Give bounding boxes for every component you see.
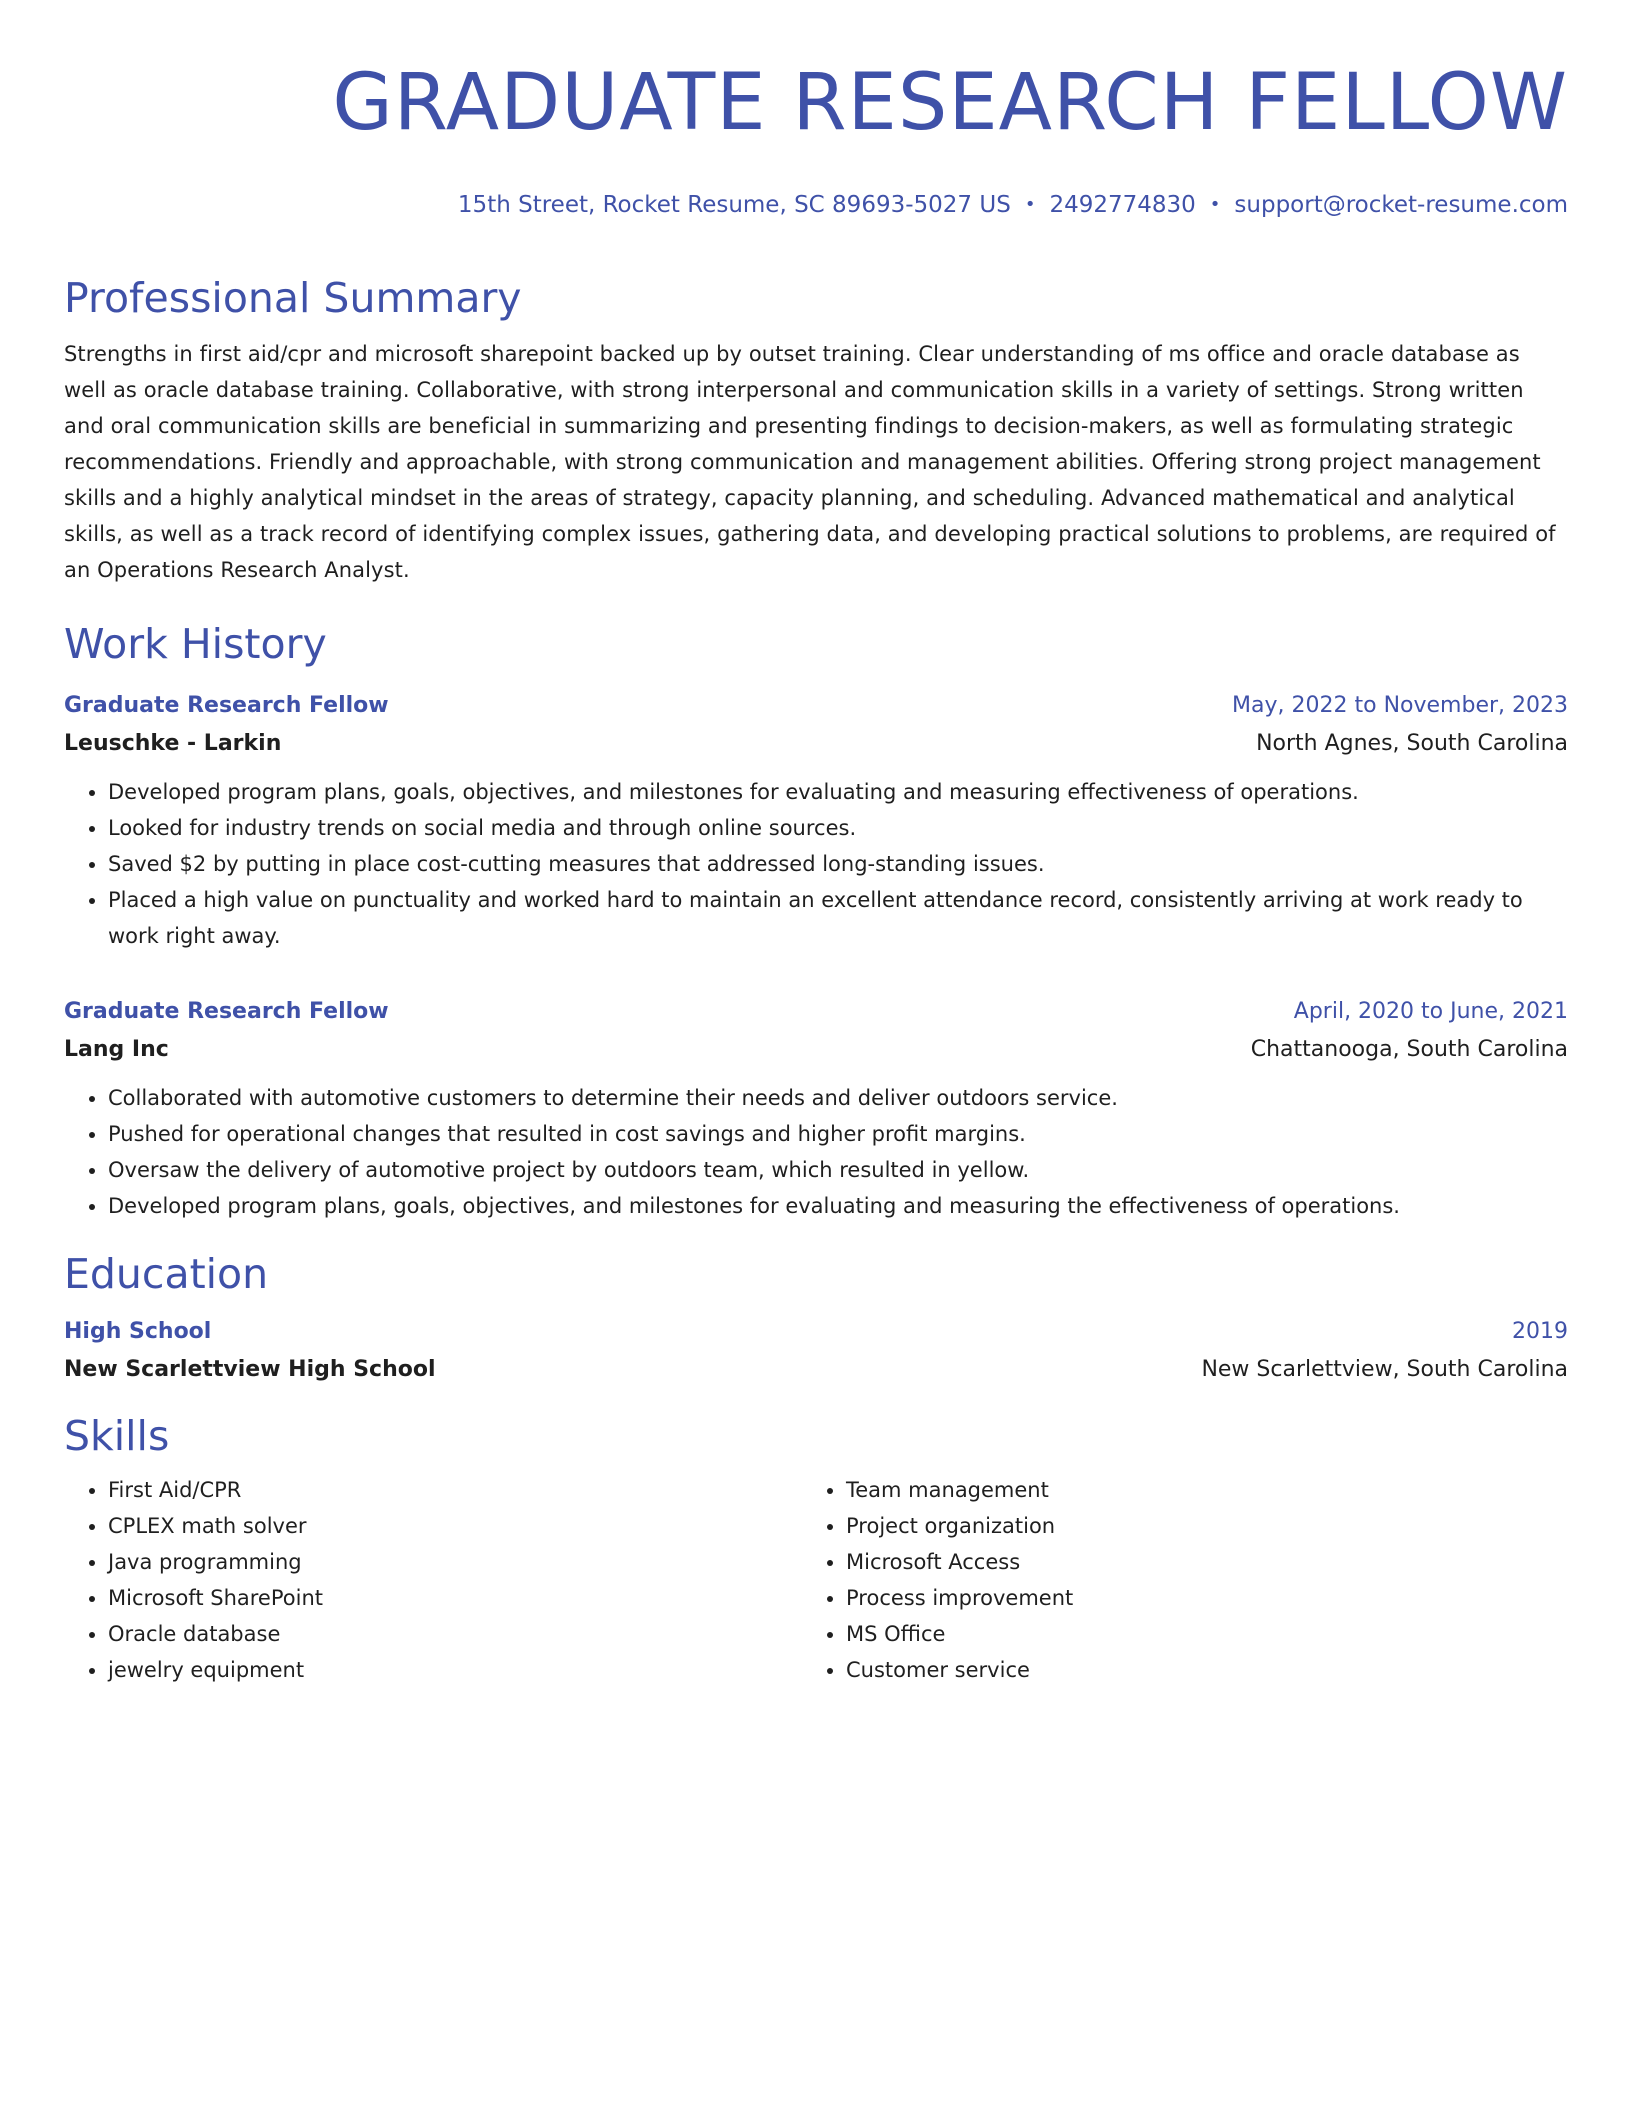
job-bullet: • Oversaw the delivery of automotive project by outdoors team, which resulted in yellow. xyxy=(108,1152,1568,1188)
contact-separator: • xyxy=(1024,194,1036,215)
skill-item: • Oracle database xyxy=(108,1616,802,1652)
education-entry xyxy=(64,1314,1568,1390)
skill-item: • jewelry equipment xyxy=(108,1652,802,1688)
summary-text: Strengths in first aid/cpr and microsoft sharepoint backed up by outset training. Clear understanding of ms office and oracle database as well as oracle database training. Collaborative, with strong interpersonal and communication skills in a variety of settings. Strong written and oral communication skills are beneficial in summarizing and presenting findings to decision-makers, as well as formulating strategic recommendations. Friendly and approachable, with strong communication and management abilities. Offering strong project management skills and a highly analytical mindset in the areas of strategy, capacity planning, and scheduling. Advanced mathematical and analytical skills, as well as a track record of identifying complex issues, gathering data, and developing practical solutions to problems, are required of an Operations Research Analyst. xyxy=(64,342,1556,582)
job-company: Leuschke - Larkin xyxy=(64,731,282,756)
education-degree: High School xyxy=(64,1319,212,1344)
job-bullet: • Looked for industry trends on social media and through online sources. xyxy=(108,810,1568,846)
skill-item: • Customer service xyxy=(846,1652,1540,1688)
skill-item: • Process improvement xyxy=(846,1580,1540,1616)
job-dates: May, 2022 to November, 2023 xyxy=(1232,693,1568,718)
job-bullet: • Developed program plans, goals, objectives, and milestones for evaluating and measuring effectiveness of operations. xyxy=(108,774,1568,810)
contact-line xyxy=(64,190,1568,220)
work-history-heading: Work History xyxy=(64,620,327,668)
skills-column-right xyxy=(802,1472,1540,1688)
job-bullet: • Placed a high value on punctuality and worked hard to maintain an excellent attendance record, consistently arriving at work ready to work right away. xyxy=(108,882,1568,954)
job-bullet: • Collaborated with automotive customers to determine their needs and deliver outdoors service. xyxy=(108,1080,1568,1116)
job-bullet: • Saved $2 by putting in place cost-cutting measures that addressed long-standing issues. xyxy=(108,846,1568,882)
job-role: Graduate Research Fellow xyxy=(64,999,389,1024)
skills-column-left xyxy=(64,1472,802,1688)
contact-phone: 2492774830 xyxy=(1049,192,1196,218)
contact-address: 15th Street, Rocket Resume, SC 89693-5027 US xyxy=(457,192,1011,218)
summary-heading: Professional Summary xyxy=(64,274,522,322)
job-location: Chattanooga, South Carolina xyxy=(1250,1037,1568,1062)
job-bullets xyxy=(64,774,1568,954)
job-bullet: • Developed program plans, goals, objectives, and milestones for evaluating and measuring the effectiveness of operations. xyxy=(108,1188,1568,1224)
skill-item: • Project organization xyxy=(846,1508,1540,1544)
contact-separator: • xyxy=(1209,194,1221,215)
education-year: 2019 xyxy=(1512,1319,1568,1344)
job-entry xyxy=(64,688,1568,954)
skill-item: • Team management xyxy=(846,1472,1540,1508)
job-bullet: • Pushed for operational changes that resulted in cost savings and higher profit margins. xyxy=(108,1116,1568,1152)
education-heading: Education xyxy=(64,1250,269,1298)
resume-name: GRADUATE RESEARCH FELLOW xyxy=(332,58,1568,148)
education-location: New Scarlettview, South Carolina xyxy=(1201,1357,1568,1382)
contact-email: support@rocket-resume.com xyxy=(1234,192,1568,218)
skill-item: • Java programming xyxy=(108,1544,802,1580)
skills-list xyxy=(64,1472,1568,1688)
job-bullets xyxy=(64,1080,1568,1224)
skill-item: • Microsoft SharePoint xyxy=(108,1580,802,1616)
skill-item: • CPLEX math solver xyxy=(108,1508,802,1544)
skill-item: • Microsoft Access xyxy=(846,1544,1540,1580)
job-location: North Agnes, South Carolina xyxy=(1256,731,1568,756)
job-dates: April, 2020 to June, 2021 xyxy=(1293,999,1568,1024)
job-role: Graduate Research Fellow xyxy=(64,693,389,718)
education-school: New Scarlettview High School xyxy=(64,1357,436,1382)
job-company: Lang Inc xyxy=(64,1037,169,1062)
job-entry xyxy=(64,994,1568,1224)
skill-item: • First Aid/CPR xyxy=(108,1472,802,1508)
skills-heading: Skills xyxy=(64,1412,170,1460)
skill-item: • MS Office xyxy=(846,1616,1540,1652)
